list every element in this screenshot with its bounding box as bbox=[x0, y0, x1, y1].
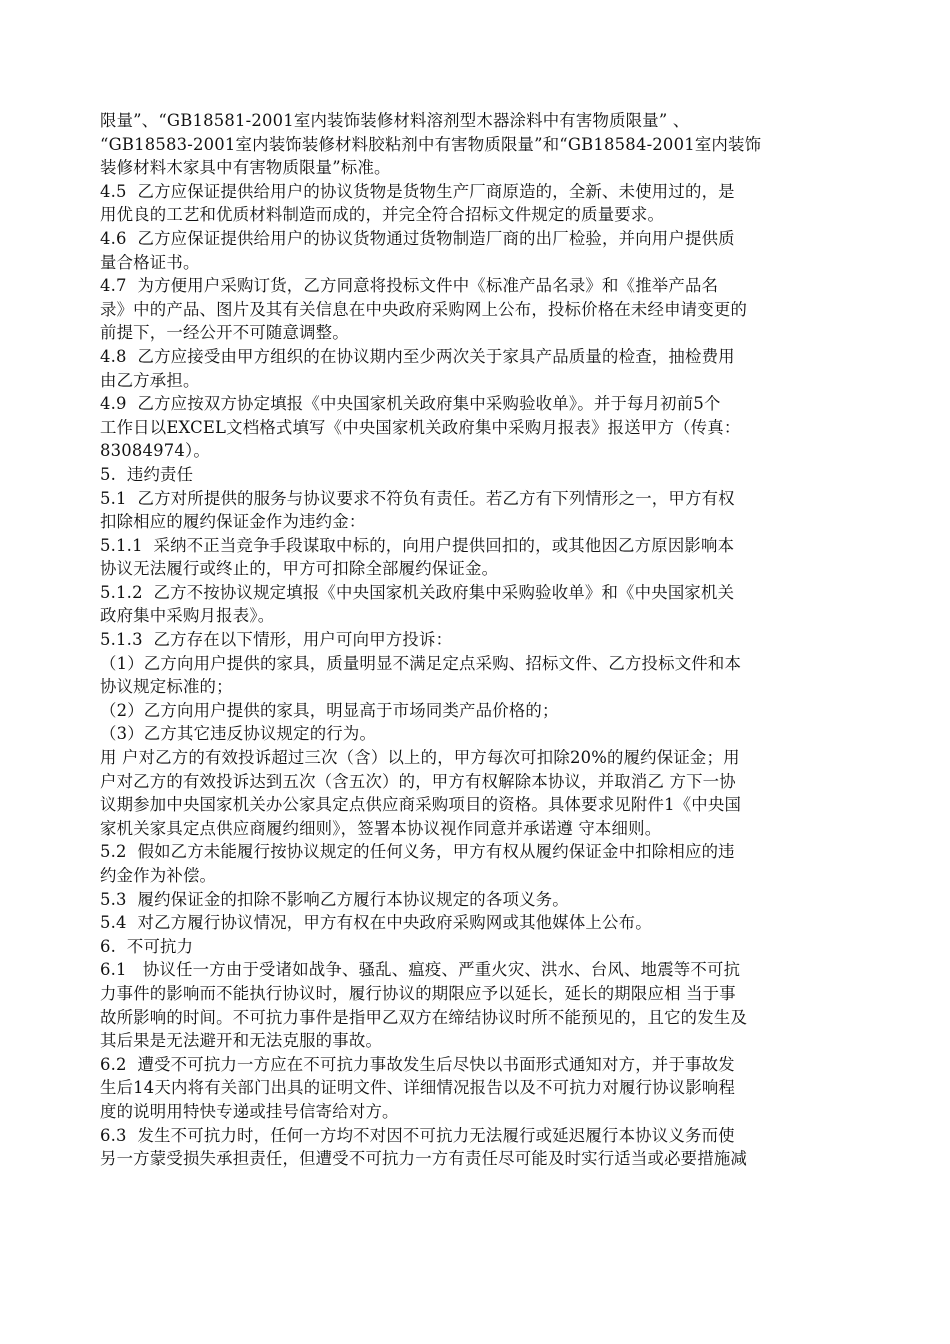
text-line: 装修材料木家具中有害物质限量”标准。 bbox=[100, 158, 391, 178]
text-line: 生后14天内将有关部门出具的证明文件、详细情况报告以及不可抗力对履行协议影响程 bbox=[100, 1078, 736, 1098]
text-line: 5.1.3 乙方存在以下情形，用户可向甲方投诉： bbox=[100, 630, 453, 650]
text-line: 5.4 对乙方履行协议情况，甲方有权在中央政府采购网或其他媒体上公布。 bbox=[100, 913, 652, 933]
text-line: 政府集中采购月报表》。 bbox=[100, 606, 275, 626]
document-body bbox=[100, 109, 855, 1171]
text-line: 6. 不可抗力 bbox=[100, 936, 194, 956]
text-line: 5.3 履约保证金的扣除不影响乙方履行本协议规定的各项义务。 bbox=[100, 889, 569, 909]
text-line: 用 户对乙方的有效投诉超过三次（含）以上的，甲方每次可扣除20%的履约保证金；用 bbox=[100, 748, 740, 768]
text-line: 4.9 乙方应按双方协定填报《中央国家机关政府集中采购验收单》。并于每月初前5个 bbox=[100, 394, 721, 414]
text-line: 量合格证书。 bbox=[100, 252, 200, 272]
text-line: 户对乙方的有效投诉达到五次（含五次）的，甲方有权解除本协议，并取消乙 方下一协 bbox=[100, 771, 736, 791]
text-line: （2）乙方向用户提供的家具，明显高于市场同类产品价格的； bbox=[100, 700, 559, 720]
text-line: 5.1 乙方对所提供的服务与协议要求不符负有责任。若乙方有下列情形之一，甲方有权 bbox=[100, 488, 735, 508]
text-line: 协议无法履行或终止的，甲方可扣除全部履约保证金。 bbox=[100, 559, 499, 579]
text-line: 6.3 发生不可抗力时，任何一方均不对因不可抗力无法履行或延迟履行本协议义务而使 bbox=[100, 1125, 735, 1145]
text-line: 6.1 协议任一方由于受诸如战争、骚乱、瘟疫、严重火灾、洪水、台风、地震等不可抗 bbox=[100, 960, 741, 980]
text-line: 用优良的工艺和优质材料制造而成的，并完全符合招标文件规定的质量要求。 bbox=[100, 205, 665, 225]
text-line: 4.5 乙方应保证提供给用户的协议货物是货物生产厂商原造的，全新、未使用过的，是 bbox=[100, 181, 735, 201]
text-line: “GB18583-2001室内装饰装修材料胶粘剂中有害物质限量”和“GB18584-2001室内装饰 bbox=[100, 134, 762, 154]
text-line: 家机关家具定点供应商履约细则》，签署本协议视作同意并承诺遵 守本细则。 bbox=[100, 818, 662, 838]
text-line: 4.6 乙方应保证提供给用户的协议货物通过货物制造厂商的出厂检验，并向用户提供质 bbox=[100, 228, 735, 248]
text-line: 5. 违约责任 bbox=[100, 464, 194, 484]
text-line: 另一方蒙受损失承担责任，但遭受不可抗力一方有责任尽可能及时实行适当或必要措施减 bbox=[100, 1149, 748, 1169]
text-line: 83084974）。 bbox=[100, 441, 211, 461]
text-line: 4.7 为方便用户采购订货，乙方同意将投标文件中《标准产品名录》和《推举产品名 bbox=[100, 276, 719, 296]
text-line: 前提下，一经公开不可随意调整。 bbox=[100, 323, 349, 343]
text-line: 5.1.1 采纳不正当竞争手段谋取中标的，向用户提供回扣的，或其他因乙方原因影响本 bbox=[100, 535, 735, 555]
text-line: 力事件的影响而不能执行协议时，履行协议的期限应予以延长，延长的期限应相 当于事 bbox=[100, 983, 736, 1003]
text-line: 其后果是无法避开和无法克服的事故。 bbox=[100, 1031, 383, 1051]
text-line: 由乙方承担。 bbox=[100, 370, 200, 390]
text-line: 度的说明用特快专递或挂号信寄给对方。 bbox=[100, 1101, 399, 1121]
text-line: 扣除相应的履约保证金作为违约金： bbox=[100, 512, 366, 532]
text-line: 4.8 乙方应接受由甲方组织的在协议期内至少两次关于家具产品质量的检查，抽检费用 bbox=[100, 346, 735, 366]
text-line: 限量”、“GB18581-2001室内装饰装修材料溶剂型木器涂料中有害物质限量” 、 bbox=[100, 111, 690, 130]
text-line: 议期参加中央国家机关办公家具定点供应商采购项目的资格。具体要求见附件1《中央国 bbox=[100, 795, 742, 815]
text-line: （1）乙方向用户提供的家具，质量明显不满足定点采购、招标文件、乙方投标文件和本 bbox=[100, 653, 742, 673]
text-line: 5.2 假如乙方未能履行按协议规定的任何义务，甲方有权从履约保证金中扣除相应的违 bbox=[100, 842, 735, 862]
text-line: 协议规定标准的； bbox=[100, 677, 233, 697]
text-line: 录》中的产品、图片及其有关信息在中央政府采购网上公布，投标价格在未经申请变更的 bbox=[100, 299, 748, 319]
text-line: 故所影响的时间。不可抗力事件是指甲乙双方在缔结协议时所不能预见的，且它的发生及 bbox=[100, 1007, 748, 1027]
text-line: （3）乙方其它违反协议规定的行为。 bbox=[100, 724, 377, 744]
text-line: 约金作为补偿。 bbox=[100, 866, 217, 885]
text-line: 工作日以EXCEL文档格式填写《中央国家机关政府集中采购月报表》报送甲方（传真： bbox=[100, 417, 741, 437]
text-line: 5.1.2 乙方不按协议规定填报《中央国家机关政府集中采购验收单》和《中央国家机关 bbox=[100, 582, 735, 602]
text-line: 6.2 遭受不可抗力一方应在不可抗力事故发生后尽快以书面形式通知对方，并于事故发 bbox=[100, 1054, 735, 1074]
